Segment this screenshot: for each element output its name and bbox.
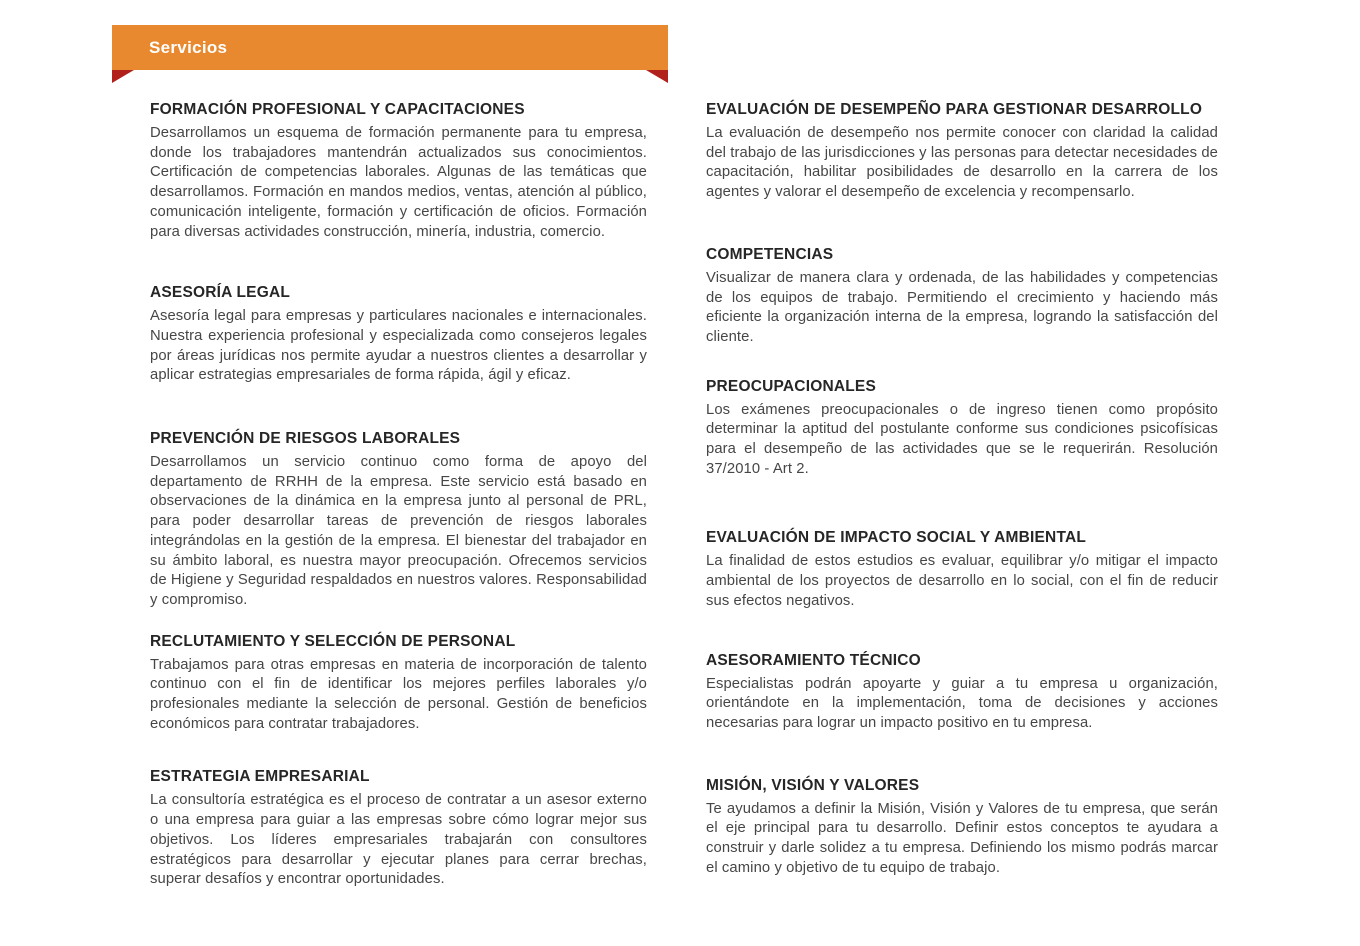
section-competencias (706, 246, 1218, 348)
section-body: Trabajamos para otras empresas en materia de incorporación de talento continuo con el fin de identificar los mejores perfiles laborales y/o profesionales mediante la selección de personal. Gestión de beneficios económicos para contratar trabajadores. (150, 656, 647, 732)
section-evaluacion-impacto (706, 529, 1218, 611)
section-body: Especialistas podrán apoyarte y guiar a tu empresa u organización, orientándote en la implementación, toma de decisiones y acciones necesarias para lograr un impacto positivo en tu empresa. (706, 675, 1218, 731)
section-heading: ASESORAMIENTO TÉCNICO (706, 651, 921, 669)
section-prevencion-riesgos (150, 430, 647, 611)
section-estrategia-empresarial (150, 768, 647, 890)
section-heading: MISIÓN, VISIÓN Y VALORES (706, 776, 920, 794)
section-body: Los exámenes preocupacionales o de ingreso tienen como propósito determinar la aptitud del postulante conforme sus condiciones psicofísicas para el desempeño de las actividades que se le requerirán. Resolución 37/2010 - Art 2. (706, 401, 1218, 477)
section-body: La finalidad de estos estudios es evaluar, equilibrar y/o mitigar el impacto ambiental de los proyectos de desarrollo en lo social, con el fin de reducir sus efectos negativos. (706, 553, 1218, 609)
section-body: Desarrollamos un servicio continuo como forma de apoyo del departamento de RRHH de la empresa. Este servicio está basado en observaciones de la dinámica en la empresa junto al personal de PRL, para poder desarrollar tareas de prevención de riesgos laborales integrándolas en la gestión de la empresa. El bienestar del trabajador en su ámbito laboral, es nuestra mayor preocupación. Ofrecemos servicios de Higiene y Seguridad respaldados en nuestros valores. Responsabilidad y compromiso. (150, 454, 647, 608)
section-heading: EVALUACIÓN DE DESEMPEÑO PARA GESTIONAR DESARROLLO (706, 101, 1203, 118)
ribbon-title: Servicios (149, 37, 228, 57)
section-heading: EVALUACIÓN DE IMPACTO SOCIAL Y AMBIENTAL (706, 529, 1087, 547)
section-reclutamiento-seleccion (150, 633, 647, 735)
section-heading: ESTRATEGIA EMPRESARIAL (150, 768, 370, 786)
section-heading: PREOCUPACIONALES (706, 377, 876, 395)
section-body: La consultoría estratégica es el proceso de contratar a un asesor externo o una empresa para guiar a las empresas sobre cómo lograr mejor sus objetivos. Los líderes empresariales trabajarán con consultores estratégicos para desarrollar y ejecutar planes para cerrar brechas, superar desafíos y encontrar oportunidades. (150, 792, 647, 888)
section-body: Asesoría legal para empresas y particulares nacionales e internacionales. Nuestra experiencia profesional y especializada como consejeros legales por áreas jurídicas nos permite ayudar a nuestros clientes a desarrollar y aplicar estrategias empresariales de forma rápida, ágil y eficaz. (150, 308, 647, 384)
section-heading: RECLUTAMIENTO Y SELECCIÓN DE PERSONAL (150, 632, 516, 650)
section-formacion-profesional (150, 101, 647, 242)
section-evaluacion-desempeno (706, 101, 1218, 203)
section-heading: PREVENCIÓN DE RIESGOS LABORALES (150, 430, 461, 448)
section-body: Desarrollamos un esquema de formación permanente para tu empresa, donde los trabajadores mantendrán actualizados sus conocimientos. Certificación de competencias laborales. Algunas de las temáticas que desarrollamos. Formación en mandos medios, ventas, atención al público, comunicación inteligente, formación y certificación de oficios. Formación para diversas actividades construcción, minería, industria, comercio. (150, 125, 647, 240)
section-body: La evaluación de desempeño nos permite conocer con claridad la calidad del trabajo de las jurisdicciones y las personas para detectar necesidades de capacitación, habilitar posibilidades de desarrollo en la carrera de los agentes y valorar el desempeño de excelencia y recompensarlo. (706, 125, 1218, 201)
section-asesoramiento-tecnico (706, 652, 1218, 734)
section-mision-vision-valores (706, 777, 1218, 879)
right-column (706, 101, 1218, 890)
section-heading: FORMACIÓN PROFESIONAL Y CAPACITACIONES (150, 101, 525, 118)
section-heading: ASESORÍA LEGAL (150, 284, 291, 302)
section-body: Visualizar de manera clara y ordenada, de las habilidades y competencias de los equipos de trabajo. Permitiendo el crecimiento y haciendo más eficiente la organización interna de la empresa, logrando la satisfacción del cliente. (706, 269, 1218, 345)
left-column (150, 101, 647, 890)
section-preocupacionales (706, 378, 1218, 480)
section-body: Te ayudamos a definir la Misión, Visión y Valores de tu empresa, que serán el eje principal para tu desarrollo. Definir estos conceptos te ayudara a construir y darle solidez a tu empresa. Definiendo los mismo podrás marcar el camino y objetivo de tu equipo de trabajo. (706, 800, 1218, 876)
section-heading: COMPETENCIAS (706, 245, 834, 263)
section-asesoria-legal (150, 284, 647, 386)
